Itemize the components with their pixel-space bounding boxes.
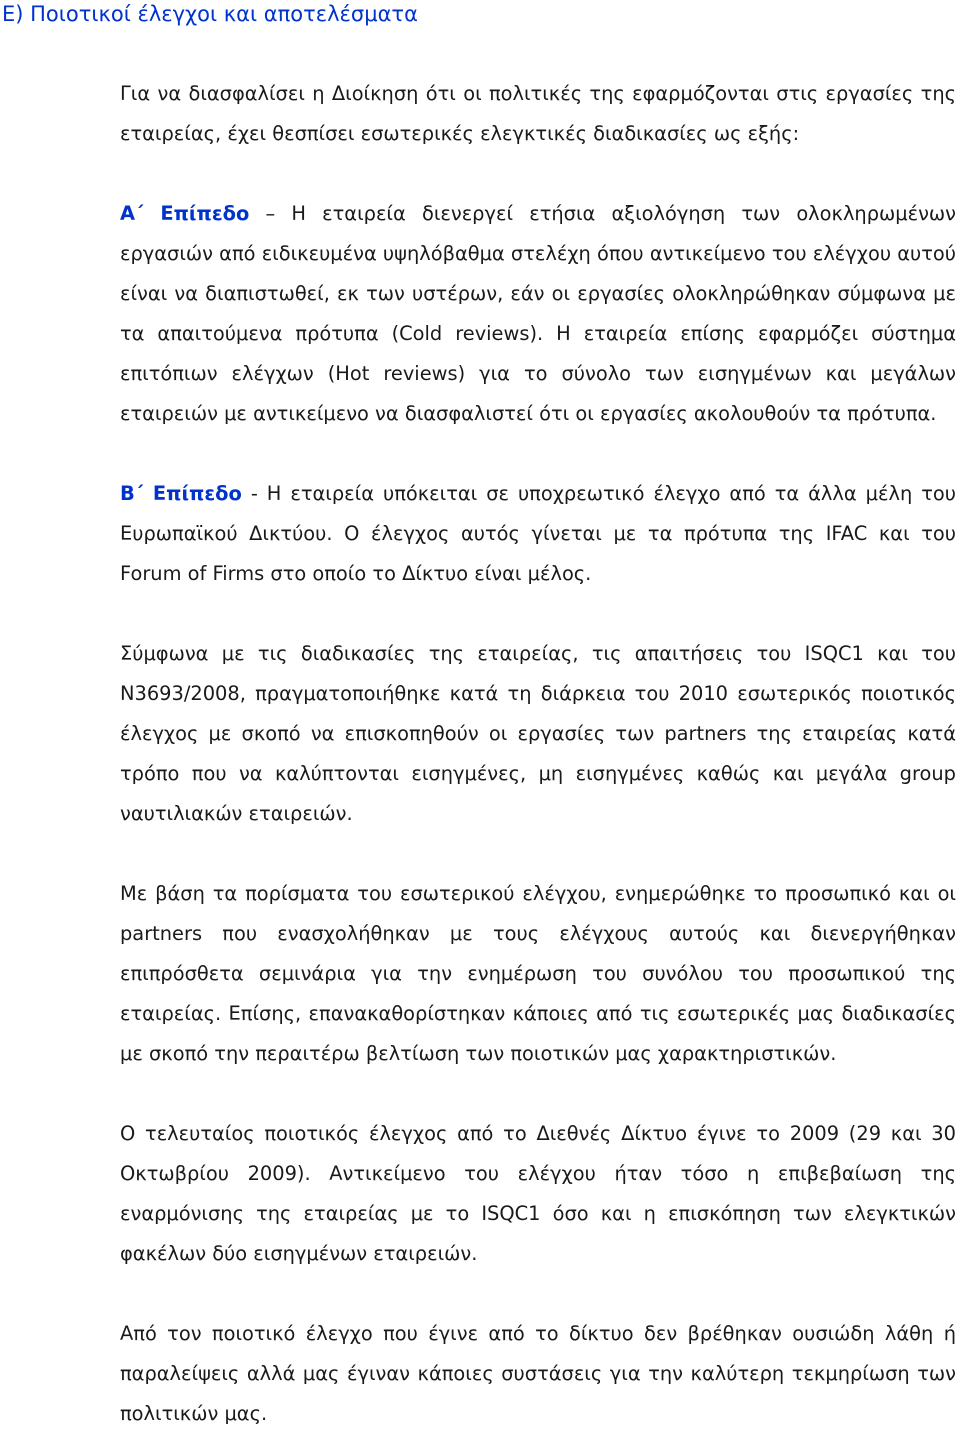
conclusion-paragraph: Από τον ποιοτικό έλεγχο που έγινε από το δίκτυο δεν βρέθηκαν ουσιώδη λάθη ή παραλείψεις αλλά μας έγιναν κάποιες συστάσεις για την καλύτερη τεκμηρίωση των πολιτικών μας. (120, 1322, 956, 1425)
level-a-text: – Η εταιρεία διενεργεί ετήσια αξιολόγηση των ολοκληρωμένων εργασιών από ειδικευμένα υψηλόβαθμα στελέχη όπου αντικείμενο του ελέγχου αυτού είναι να διαπιστωθεί, εκ των υστέρων, εάν οι εργασίες ολοκληρώθηκαν σύμφωνα με τα απαιτούμενα πρότυπα (Cold reviews). Η εταιρεία επίσης εφαρμόζει σύστημα επιτόπιων ελέγχων (Hot reviews) για το σύνολο των εισηγμένων και μεγάλων εταιρειών με αντικείμενο να διασφαλιστεί ότι οι εργασίες ακολουθούν τα πρότυπα. (120, 202, 956, 425)
section-heading: Ε) Ποιοτικοί έλεγχοι και αποτελέσματα (2, 2, 418, 26)
level-a-label: Α΄ Επίπεδο (120, 202, 250, 225)
level-b-text: - Η εταιρεία υπόκειται σε υποχρεωτικό έλεγχο από τα άλλα μέλη του Ευρωπαϊκού Δικτύου. Ο έλεγχος αυτός γίνεται με τα πρότυπα της IFAC και του Forum of Firms στο οποίο το Δίκτυο είναι μέλος. (120, 482, 956, 585)
findings-paragraph: Με βάση τα πορίσματα του εσωτερικού ελέγχου, ενημερώθηκε το προσωπικό και οι partners που ενασχολήθηκαν με τους ελέγχους αυτούς και διενεργήθηκαν επιπρόσθετα σεμινάρια για την ενημέρωση του συνόλου του προσωπικού της εταιρείας. Επίσης, επανακαθορίστηκαν κάποιες από τις εσωτερικές μας διαδικασίες με σκοπό την περαιτέρω βελτίωση των ποιοτικών μας χαρακτηριστικών. (120, 882, 956, 1065)
level-b-label: Β΄ Επίπεδο (120, 482, 242, 505)
level-b-paragraph (120, 474, 956, 594)
intro-paragraph: Για να διασφαλίσει η Διοίκηση ότι οι πολιτικές της εφαρμόζονται στις εργασίες της εταιρείας, έχει θεσπίσει εσωτερικές ελεγκτικές διαδικασίες ως εξής: (120, 82, 956, 145)
level-a-paragraph (120, 194, 956, 434)
isqc-paragraph: Σύμφωνα με τις διαδικασίες της εταιρείας, τις απαιτήσεις του ISQC1 και του Ν3693/2008, πραγματοποιήθηκε κατά τη διάρκεια του 2010 εσωτερικός ποιοτικός έλεγχος με σκοπό να επισκοπηθούν οι εργασίες των partners της εταιρείας κατά τρόπο που να καλύπτονται εισηγμένες, μη εισηγμένες καθώς και μεγάλα group ναυτιλιακών εταιρειών. (120, 642, 956, 825)
last-review-paragraph: Ο τελευταίος ποιοτικός έλεγχος από το Διεθνές Δίκτυο έγινε το 2009 (29 και 30 Οκτωβρίου 2009). Αντικείμενο του ελέγχου ήταν τόσο η επιβεβαίωση της εναρμόνισης της εταιρείας με το ISQC1 όσο και η επισκόπηση των ελεγκτικών φακέλων δύο εισηγμένων εταιρειών. (120, 1122, 956, 1265)
